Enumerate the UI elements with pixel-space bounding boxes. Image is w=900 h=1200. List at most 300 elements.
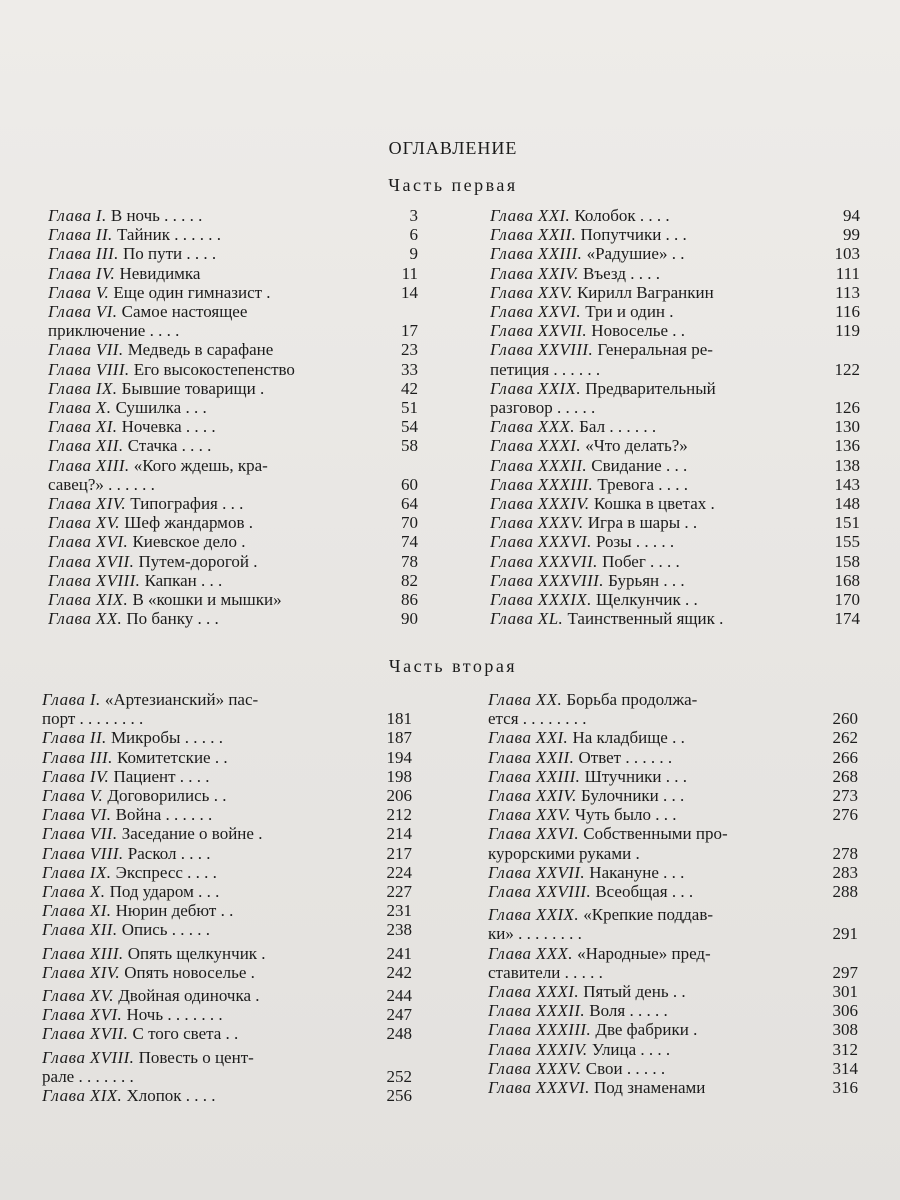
chapter-word: Глава xyxy=(490,282,534,302)
page-number: 90 xyxy=(401,609,418,629)
page-number: 247 xyxy=(386,1005,412,1025)
toc-entry xyxy=(490,552,860,571)
toc-entry-line xyxy=(488,944,858,963)
toc-entry xyxy=(488,824,858,862)
toc-entry xyxy=(42,986,412,1005)
toc-entry-line xyxy=(42,690,412,709)
chapter-number: XV. xyxy=(89,986,114,1006)
chapter-title: Ночь . . . . . . . xyxy=(126,1005,223,1025)
chapter-word: Глава xyxy=(42,901,86,921)
chapter-word: Глава xyxy=(488,1039,532,1059)
chapter-word: Глава xyxy=(488,905,532,925)
toc-entry xyxy=(488,882,858,901)
toc-entry-line xyxy=(490,571,860,590)
page-number: 33 xyxy=(401,359,418,379)
toc-entry-line xyxy=(48,494,418,513)
chapter-word: Глава xyxy=(48,340,92,360)
page-number: 78 xyxy=(401,551,418,571)
part-two-right-column xyxy=(488,690,858,1097)
toc-entry-line xyxy=(490,513,860,532)
chapter-title: Генеральная ре- xyxy=(597,340,713,360)
chapter-word: Глава xyxy=(48,206,92,225)
chapter-number: VIII. xyxy=(95,359,130,379)
toc-entry xyxy=(48,206,418,225)
chapter-word: Глава xyxy=(48,417,92,437)
toc-entry xyxy=(490,571,860,590)
chapter-word: Глава xyxy=(490,417,534,437)
toc-entry xyxy=(42,901,412,920)
chapter-title: Улица . . . . xyxy=(591,1039,671,1059)
chapter-number: XIV. xyxy=(95,494,126,514)
toc-entry-line xyxy=(48,225,418,244)
chapter-number: XXII. xyxy=(535,747,575,767)
page-number: 260 xyxy=(832,709,858,729)
chapter-title: Его высокостепенство xyxy=(133,359,295,379)
chapter-title: разговор . . . . . xyxy=(490,398,596,418)
chapter-number: XXXIX. xyxy=(537,590,592,610)
chapter-title: Ночевка . . . . xyxy=(121,417,216,437)
toc-entry xyxy=(488,690,858,728)
page-number: 9 xyxy=(409,244,418,264)
chapter-title: Комитетские . . xyxy=(117,747,228,767)
page-number: 262 xyxy=(832,728,858,748)
chapter-word: Глава xyxy=(48,244,92,264)
chapter-word: Глава xyxy=(42,882,86,902)
page-number: 276 xyxy=(832,805,858,825)
chapter-title: Под ударом . . . xyxy=(109,882,220,902)
toc-entry-line xyxy=(488,1020,858,1039)
toc-entry-line xyxy=(488,728,858,747)
chapter-word: Глава xyxy=(42,1047,86,1067)
toc-entry-line xyxy=(48,206,418,225)
toc-entry xyxy=(48,532,418,551)
toc-entry-line xyxy=(488,905,858,924)
toc-entry-line xyxy=(488,963,858,982)
toc-entry-line xyxy=(490,360,860,379)
toc-entry xyxy=(490,456,860,475)
chapter-word: Глава xyxy=(42,824,86,844)
toc-entry-line xyxy=(48,513,418,532)
toc-entry xyxy=(48,302,418,340)
toc-entry-line xyxy=(490,552,860,571)
page-number: 212 xyxy=(386,805,412,825)
chapter-title: Всеобщая . . . xyxy=(595,882,694,902)
chapter-word: Глава xyxy=(48,282,92,302)
chapter-number: XIV. xyxy=(89,962,120,982)
chapter-title: Попутчики . . . xyxy=(580,225,687,245)
toc-entry-line xyxy=(488,924,858,943)
chapter-number: XIII. xyxy=(89,943,124,963)
chapter-word: Глава xyxy=(488,943,532,963)
toc-entry-line xyxy=(42,824,412,843)
page-number: 94 xyxy=(843,206,860,225)
chapter-title: Еще один гимназист . xyxy=(113,282,271,302)
chapter-number: IV. xyxy=(95,263,116,283)
page-number: 74 xyxy=(401,532,418,552)
chapter-title: Повесть о цент- xyxy=(138,1047,254,1067)
chapter-number: XVI. xyxy=(89,1005,123,1025)
toc-entry xyxy=(42,844,412,863)
page-number: 170 xyxy=(834,590,860,610)
chapter-title: Таинственный ящик . xyxy=(567,609,724,629)
chapter-word: Глава xyxy=(488,805,532,825)
toc-entry-line xyxy=(42,863,412,882)
chapter-number: VII. xyxy=(95,340,124,360)
chapter-title: Булочники . . . xyxy=(581,786,685,806)
chapter-word: Глава xyxy=(48,494,92,514)
chapter-word: Глава xyxy=(488,1078,532,1098)
toc-entry xyxy=(490,225,860,244)
toc-entry-line xyxy=(48,264,418,283)
page-title: ОГЛАВЛЕНИЕ xyxy=(388,138,518,158)
chapter-number: III. xyxy=(89,747,113,767)
chapter-word: Глава xyxy=(42,728,86,748)
toc-entry xyxy=(42,690,412,728)
toc-entry xyxy=(488,748,858,767)
chapter-number: XXVII. xyxy=(535,862,586,882)
page-number: 224 xyxy=(386,862,412,882)
toc-entry-line xyxy=(48,552,418,571)
toc-entry-line xyxy=(490,609,860,628)
chapter-number: XX. xyxy=(95,609,123,629)
page-number: 288 xyxy=(832,882,858,902)
toc-entry xyxy=(48,360,418,379)
chapter-title: Бал . . . . . . xyxy=(579,417,657,437)
page-number: 119 xyxy=(835,321,860,341)
chapter-word: Глава xyxy=(42,1086,86,1106)
page-number: 248 xyxy=(386,1024,412,1044)
chapter-word: Глава xyxy=(490,302,534,322)
toc-entry xyxy=(42,748,412,767)
chapter-word: Глава xyxy=(48,225,92,245)
chapter-word: Глава xyxy=(488,728,532,748)
toc-entry-line xyxy=(42,748,412,767)
chapter-word: Глава xyxy=(488,786,532,806)
page-number: 136 xyxy=(834,436,860,456)
chapter-number: XXVIII. xyxy=(537,340,594,360)
toc-entry xyxy=(488,728,858,747)
chapter-word: Глава xyxy=(48,570,92,590)
toc-entry-line xyxy=(490,264,860,283)
chapter-number: V. xyxy=(95,282,110,302)
page-number: 283 xyxy=(832,862,858,882)
toc-entry-line xyxy=(490,244,860,263)
chapter-word: Глава xyxy=(42,862,86,882)
chapter-number: XXXVI. xyxy=(537,532,592,552)
chapter-word: Глава xyxy=(48,263,92,283)
toc-entry-line xyxy=(48,456,418,475)
toc-entry-line xyxy=(488,786,858,805)
chapter-number: XXX. xyxy=(535,943,573,963)
page-number: 60 xyxy=(401,474,418,494)
chapter-title: Путем-дорогой . xyxy=(138,551,258,571)
toc-entry xyxy=(42,786,412,805)
chapter-title: По банку . . . xyxy=(126,609,219,629)
chapter-title: С того света . . xyxy=(132,1024,239,1044)
chapter-word: Глава xyxy=(488,1058,532,1078)
toc-entry xyxy=(490,340,860,378)
chapter-number: XVI. xyxy=(95,532,129,552)
chapter-number: XXIX. xyxy=(535,905,579,925)
chapter-number: X. xyxy=(95,398,112,418)
chapter-number: IX. xyxy=(95,378,118,398)
chapter-word: Глава xyxy=(42,943,86,963)
chapter-title: Хлопок . . . . xyxy=(126,1086,216,1106)
chapter-number: XXXVI. xyxy=(535,1078,590,1098)
toc-entry xyxy=(490,532,860,551)
toc-entry-line xyxy=(490,590,860,609)
toc-entry-line xyxy=(48,283,418,302)
chapter-title: Опять новоселье . xyxy=(124,962,255,982)
toc-entry-line xyxy=(48,417,418,436)
chapter-title: Новоселье . . xyxy=(591,321,685,341)
chapter-word: Глава xyxy=(490,513,534,533)
chapter-title: Кирилл Вагранкин xyxy=(576,282,714,302)
chapter-title: Нюрин дебют . . xyxy=(115,901,234,921)
toc-entry xyxy=(48,417,418,436)
chapter-word: Глава xyxy=(488,766,532,786)
toc-entry-line xyxy=(488,748,858,767)
toc-entry-line xyxy=(488,824,858,843)
page-number: 314 xyxy=(832,1058,858,1078)
chapter-number: II. xyxy=(95,225,113,245)
toc-entry xyxy=(48,590,418,609)
toc-entry xyxy=(490,321,860,340)
page-number: 187 xyxy=(386,728,412,748)
chapter-title: Чуть было . . . xyxy=(574,805,677,825)
chapter-number: II. xyxy=(89,728,107,748)
toc-entry-line xyxy=(48,360,418,379)
toc-entry xyxy=(48,398,418,417)
chapter-number: XI. xyxy=(95,417,118,437)
toc-entry xyxy=(488,1059,858,1078)
page-number: 155 xyxy=(834,532,860,552)
page-number: 99 xyxy=(843,225,860,245)
toc-entry-line xyxy=(490,302,860,321)
chapter-number: VIII. xyxy=(89,843,124,863)
chapter-word: Глава xyxy=(48,513,92,533)
toc-entry xyxy=(488,1078,858,1097)
page-number: 231 xyxy=(386,901,412,921)
chapter-title: Опять щелкунчик . xyxy=(127,943,266,963)
chapter-word: Глава xyxy=(488,747,532,767)
chapter-title: курорскими руками . xyxy=(488,843,640,863)
chapter-number: XVIII. xyxy=(89,1047,135,1067)
toc-entry xyxy=(488,982,858,1001)
chapter-word: Глава xyxy=(490,494,534,514)
chapter-number: XXIII. xyxy=(537,244,583,264)
toc-entry-line xyxy=(488,863,858,882)
toc-entry-line xyxy=(42,709,412,728)
page-number: 116 xyxy=(835,302,860,322)
chapter-number: XXXIII. xyxy=(537,474,594,494)
toc-entry xyxy=(488,863,858,882)
toc-entry-line xyxy=(488,1040,858,1059)
toc-entry xyxy=(48,244,418,263)
toc-entry xyxy=(42,1048,412,1086)
toc-entry-line xyxy=(488,805,858,824)
toc-entry xyxy=(48,571,418,590)
toc-entry xyxy=(48,552,418,571)
page-number: 256 xyxy=(386,1086,412,1106)
chapter-word: Глава xyxy=(42,766,86,786)
chapter-title: «Крепкие поддав- xyxy=(583,905,714,925)
chapter-word: Глава xyxy=(488,1001,532,1021)
page-number: 82 xyxy=(401,570,418,590)
toc-entry-line xyxy=(490,398,860,417)
page-number: 143 xyxy=(834,474,860,494)
toc-entry-line xyxy=(48,302,418,321)
toc-entry-line xyxy=(490,321,860,340)
chapter-title: Розы . . . . . xyxy=(596,532,675,552)
chapter-title: Заседание о войне . xyxy=(121,824,263,844)
chapter-word: Глава xyxy=(42,786,86,806)
toc-entry xyxy=(42,1005,412,1024)
page-number: 308 xyxy=(832,1020,858,1040)
chapter-word: Глава xyxy=(48,455,92,475)
toc-entry-line xyxy=(42,728,412,747)
toc-entry-line xyxy=(490,436,860,455)
toc-entry-line xyxy=(488,844,858,863)
chapter-number: XXV. xyxy=(535,805,571,825)
page-number: 23 xyxy=(401,340,418,360)
chapter-word: Глава xyxy=(488,862,532,882)
toc-entry xyxy=(490,283,860,302)
chapter-word: Глава xyxy=(48,302,92,322)
chapter-number: XXXIV. xyxy=(537,494,590,514)
page-number: 54 xyxy=(401,417,418,437)
toc-entry-line xyxy=(42,1086,412,1105)
toc-entry-line xyxy=(42,767,412,786)
chapter-title: Борьба продолжа- xyxy=(566,690,698,709)
chapter-number: XVII. xyxy=(95,551,135,571)
chapter-number: XXI. xyxy=(537,206,571,225)
toc-entry xyxy=(490,494,860,513)
chapter-word: Глава xyxy=(490,551,534,571)
chapter-number: XV. xyxy=(95,513,120,533)
chapter-title: Тревога . . . . xyxy=(597,474,689,494)
page-number: 194 xyxy=(386,747,412,767)
page-number: 217 xyxy=(386,843,412,863)
page-number: 64 xyxy=(401,494,418,514)
toc-entry xyxy=(48,264,418,283)
page-number: 266 xyxy=(832,747,858,767)
toc-entry-line xyxy=(42,1048,412,1067)
page-number: 198 xyxy=(386,766,412,786)
part-two-left-column xyxy=(42,690,412,1105)
chapter-number: XXX. xyxy=(537,417,575,437)
chapter-word: Глава xyxy=(490,206,534,225)
toc-entry xyxy=(488,786,858,805)
chapter-number: XL. xyxy=(537,609,564,629)
toc-entry-line xyxy=(490,532,860,551)
chapter-title: ется . . . . . . . . xyxy=(488,709,587,729)
chapter-title: Побег . . . . xyxy=(602,551,680,571)
chapter-number: XIX. xyxy=(89,1086,123,1106)
toc-entry xyxy=(42,920,412,939)
page-number: 6 xyxy=(409,225,418,245)
chapter-word: Глава xyxy=(42,1005,86,1025)
chapter-word: Глава xyxy=(490,436,534,456)
chapter-title: Пациент . . . . xyxy=(113,766,210,786)
part-one-heading: Часть первая xyxy=(388,175,518,195)
chapter-title: «Что делать?» xyxy=(585,436,688,456)
toc-entry-line xyxy=(42,1067,412,1086)
chapter-number: V. xyxy=(89,786,104,806)
toc-entry-line xyxy=(490,206,860,225)
toc-entry xyxy=(42,944,412,963)
chapter-title: ки» . . . . . . . . xyxy=(488,924,582,944)
toc-entry xyxy=(48,494,418,513)
chapter-number: XXII. xyxy=(537,225,577,245)
chapter-title: Медведь в сарафане xyxy=(127,340,274,360)
chapter-word: Глава xyxy=(42,690,86,709)
chapter-title: Опись . . . . . xyxy=(121,920,210,940)
chapter-title: По пути . . . . xyxy=(123,244,217,264)
toc-entry xyxy=(490,436,860,455)
toc-entry-line xyxy=(48,379,418,398)
page-number: 206 xyxy=(386,786,412,806)
chapter-word: Глава xyxy=(490,590,534,610)
toc-entry-line xyxy=(48,321,418,340)
toc-entry xyxy=(490,244,860,263)
chapter-number: VI. xyxy=(95,302,118,322)
toc-entry-line xyxy=(48,436,418,455)
chapter-number: XXVII. xyxy=(537,321,588,341)
chapter-word: Глава xyxy=(48,398,92,418)
toc-entry-line xyxy=(42,786,412,805)
toc-entry-line xyxy=(42,805,412,824)
chapter-word: Глава xyxy=(42,805,86,825)
chapter-number: XXXVII. xyxy=(537,551,598,571)
chapter-title: Пятый день . . xyxy=(583,982,686,1002)
page-number: 148 xyxy=(834,494,860,514)
page-number: 316 xyxy=(832,1078,858,1098)
page-number: 306 xyxy=(832,1001,858,1021)
toc-entry xyxy=(488,1020,858,1039)
chapter-number: IV. xyxy=(89,766,110,786)
chapter-number: XXXIII. xyxy=(535,1020,592,1040)
chapter-word: Глава xyxy=(42,962,86,982)
chapter-title: «Народные» пред- xyxy=(577,943,711,963)
toc-entry xyxy=(490,302,860,321)
chapter-word: Глава xyxy=(48,359,92,379)
chapter-number: III. xyxy=(95,244,119,264)
chapter-title: В ночь . . . . . xyxy=(110,206,203,225)
chapter-number: XXV. xyxy=(537,282,573,302)
toc-entry-line xyxy=(490,494,860,513)
page-number: 252 xyxy=(386,1066,412,1086)
chapter-title: Щелкунчик . . xyxy=(596,590,698,610)
toc-entry xyxy=(48,609,418,628)
toc-entry-line xyxy=(42,882,412,901)
toc-entry xyxy=(42,728,412,747)
chapter-title: Воля . . . . . xyxy=(589,1001,668,1021)
toc-entry xyxy=(488,767,858,786)
toc-entry xyxy=(48,379,418,398)
page-number: 273 xyxy=(832,786,858,806)
toc-entry xyxy=(42,805,412,824)
chapter-title: Колобок . . . . xyxy=(574,206,670,225)
page-number: 174 xyxy=(834,609,860,629)
chapter-title: Две фабрики . xyxy=(595,1020,698,1040)
chapter-title: Невидимка xyxy=(119,263,201,283)
chapter-title: «Кого ждешь, кра- xyxy=(133,455,268,475)
toc-entry xyxy=(48,513,418,532)
toc-entry-line xyxy=(488,1059,858,1078)
chapter-number: I. xyxy=(95,206,107,225)
page-number: 51 xyxy=(401,398,418,418)
